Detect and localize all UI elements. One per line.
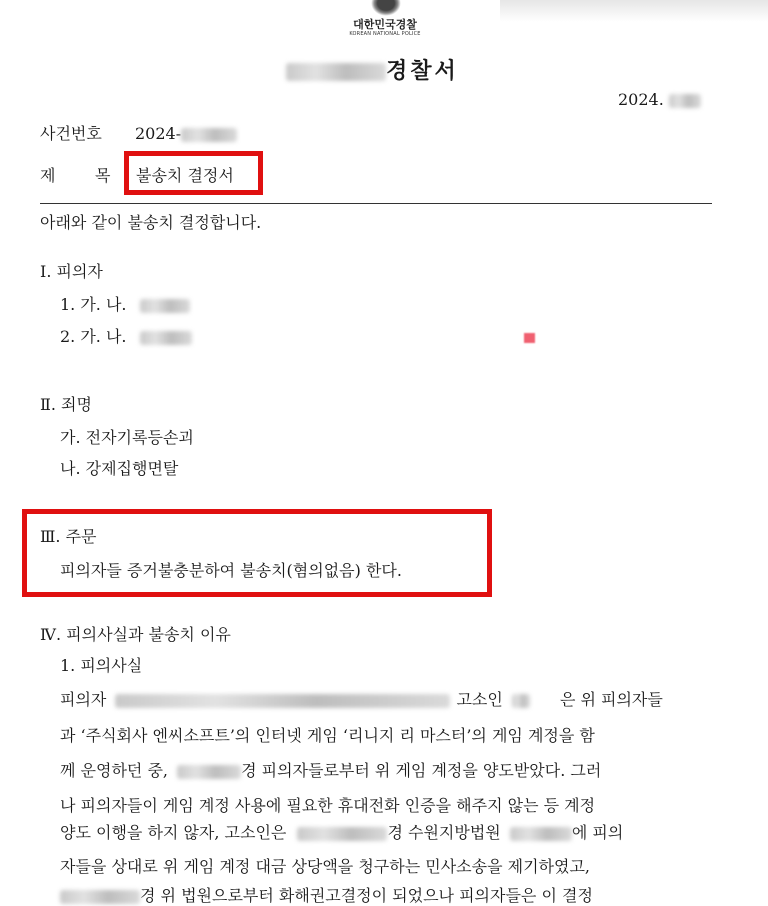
redacted-complainant [512,694,530,708]
scan-mark [524,333,535,343]
scan-shadow [500,0,768,22]
section4-title: Ⅳ. 피의사실과 불송치 이유 [40,625,231,644]
subject-value: 불송치 결정서 [136,166,234,185]
highlight-box-subject [124,151,263,195]
line3-text-a: 께 운영하던 중, [60,761,168,780]
logo-english-text: KOREAN NATIONAL POLICE [349,31,421,37]
redacted-suspect-2 [140,331,192,345]
document-date [618,90,701,110]
case-number-label: 사건번호 [40,124,102,143]
line5-text-a: 양도 이행을 하지 않자, 고소인은 [60,823,287,842]
redacted-date-2 [177,765,241,779]
line7-text-a: 경 위 법원으로부터 화해권고결정이 되었으나 피의자들은 이 결정 [140,886,593,905]
police-emblem-icon [371,0,401,16]
para-line-4: 나 피의자들이 게임 계정 사용에 필요한 휴대전화 인증을 해주지 않는 등 계정 [60,796,596,815]
station-title [286,58,459,84]
charge-2: 나. 강제집행면탈 [60,459,179,478]
subject-label-1: 제 [40,166,56,185]
para-line-6: 자들을 상대로 위 게임 계정 대금 상당액을 청구하는 민사소송을 제기하였고, [60,857,590,876]
redacted-date-3 [297,827,387,841]
para-line-1 [60,690,663,710]
para-line-5 [60,823,623,843]
subject-label-2: 목 [95,166,111,185]
case-number-row [40,124,102,144]
redacted-case-number [181,128,237,142]
intro-text: 아래와 같이 불송치 결정합니다. [40,213,262,232]
line5-text-b: 경 수원지방법원 [387,823,501,842]
case-number-value [135,124,237,144]
redacted-suspects-names [115,694,450,708]
redacted-date [669,94,701,108]
line3-text-b: 경 피의자들로부터 위 게임 계정을 양도받았다. 그러 [241,761,602,780]
section1-title: Ⅰ. 피의자 [40,262,103,281]
subsection-facts: 1. 피의사실 [60,656,143,675]
suspect-1-label: 1. 가. 나. [60,295,127,314]
section3-title: Ⅲ. 주문 [40,527,97,546]
divider [40,203,712,204]
date-year: 2024. [618,90,664,109]
police-logo [330,0,440,44]
line1-text-a: 피의자 [60,690,107,709]
para-line-7 [60,886,593,906]
redacted-station-name [286,63,386,81]
suspect-2 [60,327,192,347]
station-suffix: 경찰서 [386,58,459,84]
para-line-3 [60,761,601,781]
section2-title: Ⅱ. 죄명 [40,395,92,414]
decision-text: 피의자들 증거불충분하여 불송치(혐의없음) 한다. [60,561,402,580]
para-line-2: 과 ‘주식회사 엔씨소프트’의 인터넷 게임 ‘리니지 리 마스터’의 게임 계정을 함 [60,726,595,745]
redacted-suspect-1 [140,299,190,313]
suspect-1 [60,295,190,315]
line1-text-c: 은 위 피의자들 [559,690,663,709]
charge-1: 가. 전자기록등손괴 [60,428,194,447]
line1-text-b: 고소인 [456,690,503,709]
suspect-2-label: 2. 가. 나. [60,327,127,346]
redacted-date-4 [60,890,140,904]
line5-text-c: 에 피의 [571,823,624,842]
case-number-prefix: 2024- [135,124,182,143]
logo-korean-text: 대한민국경찰 [353,18,417,31]
redacted-court-branch [510,827,572,841]
highlight-box-decision [22,509,492,597]
